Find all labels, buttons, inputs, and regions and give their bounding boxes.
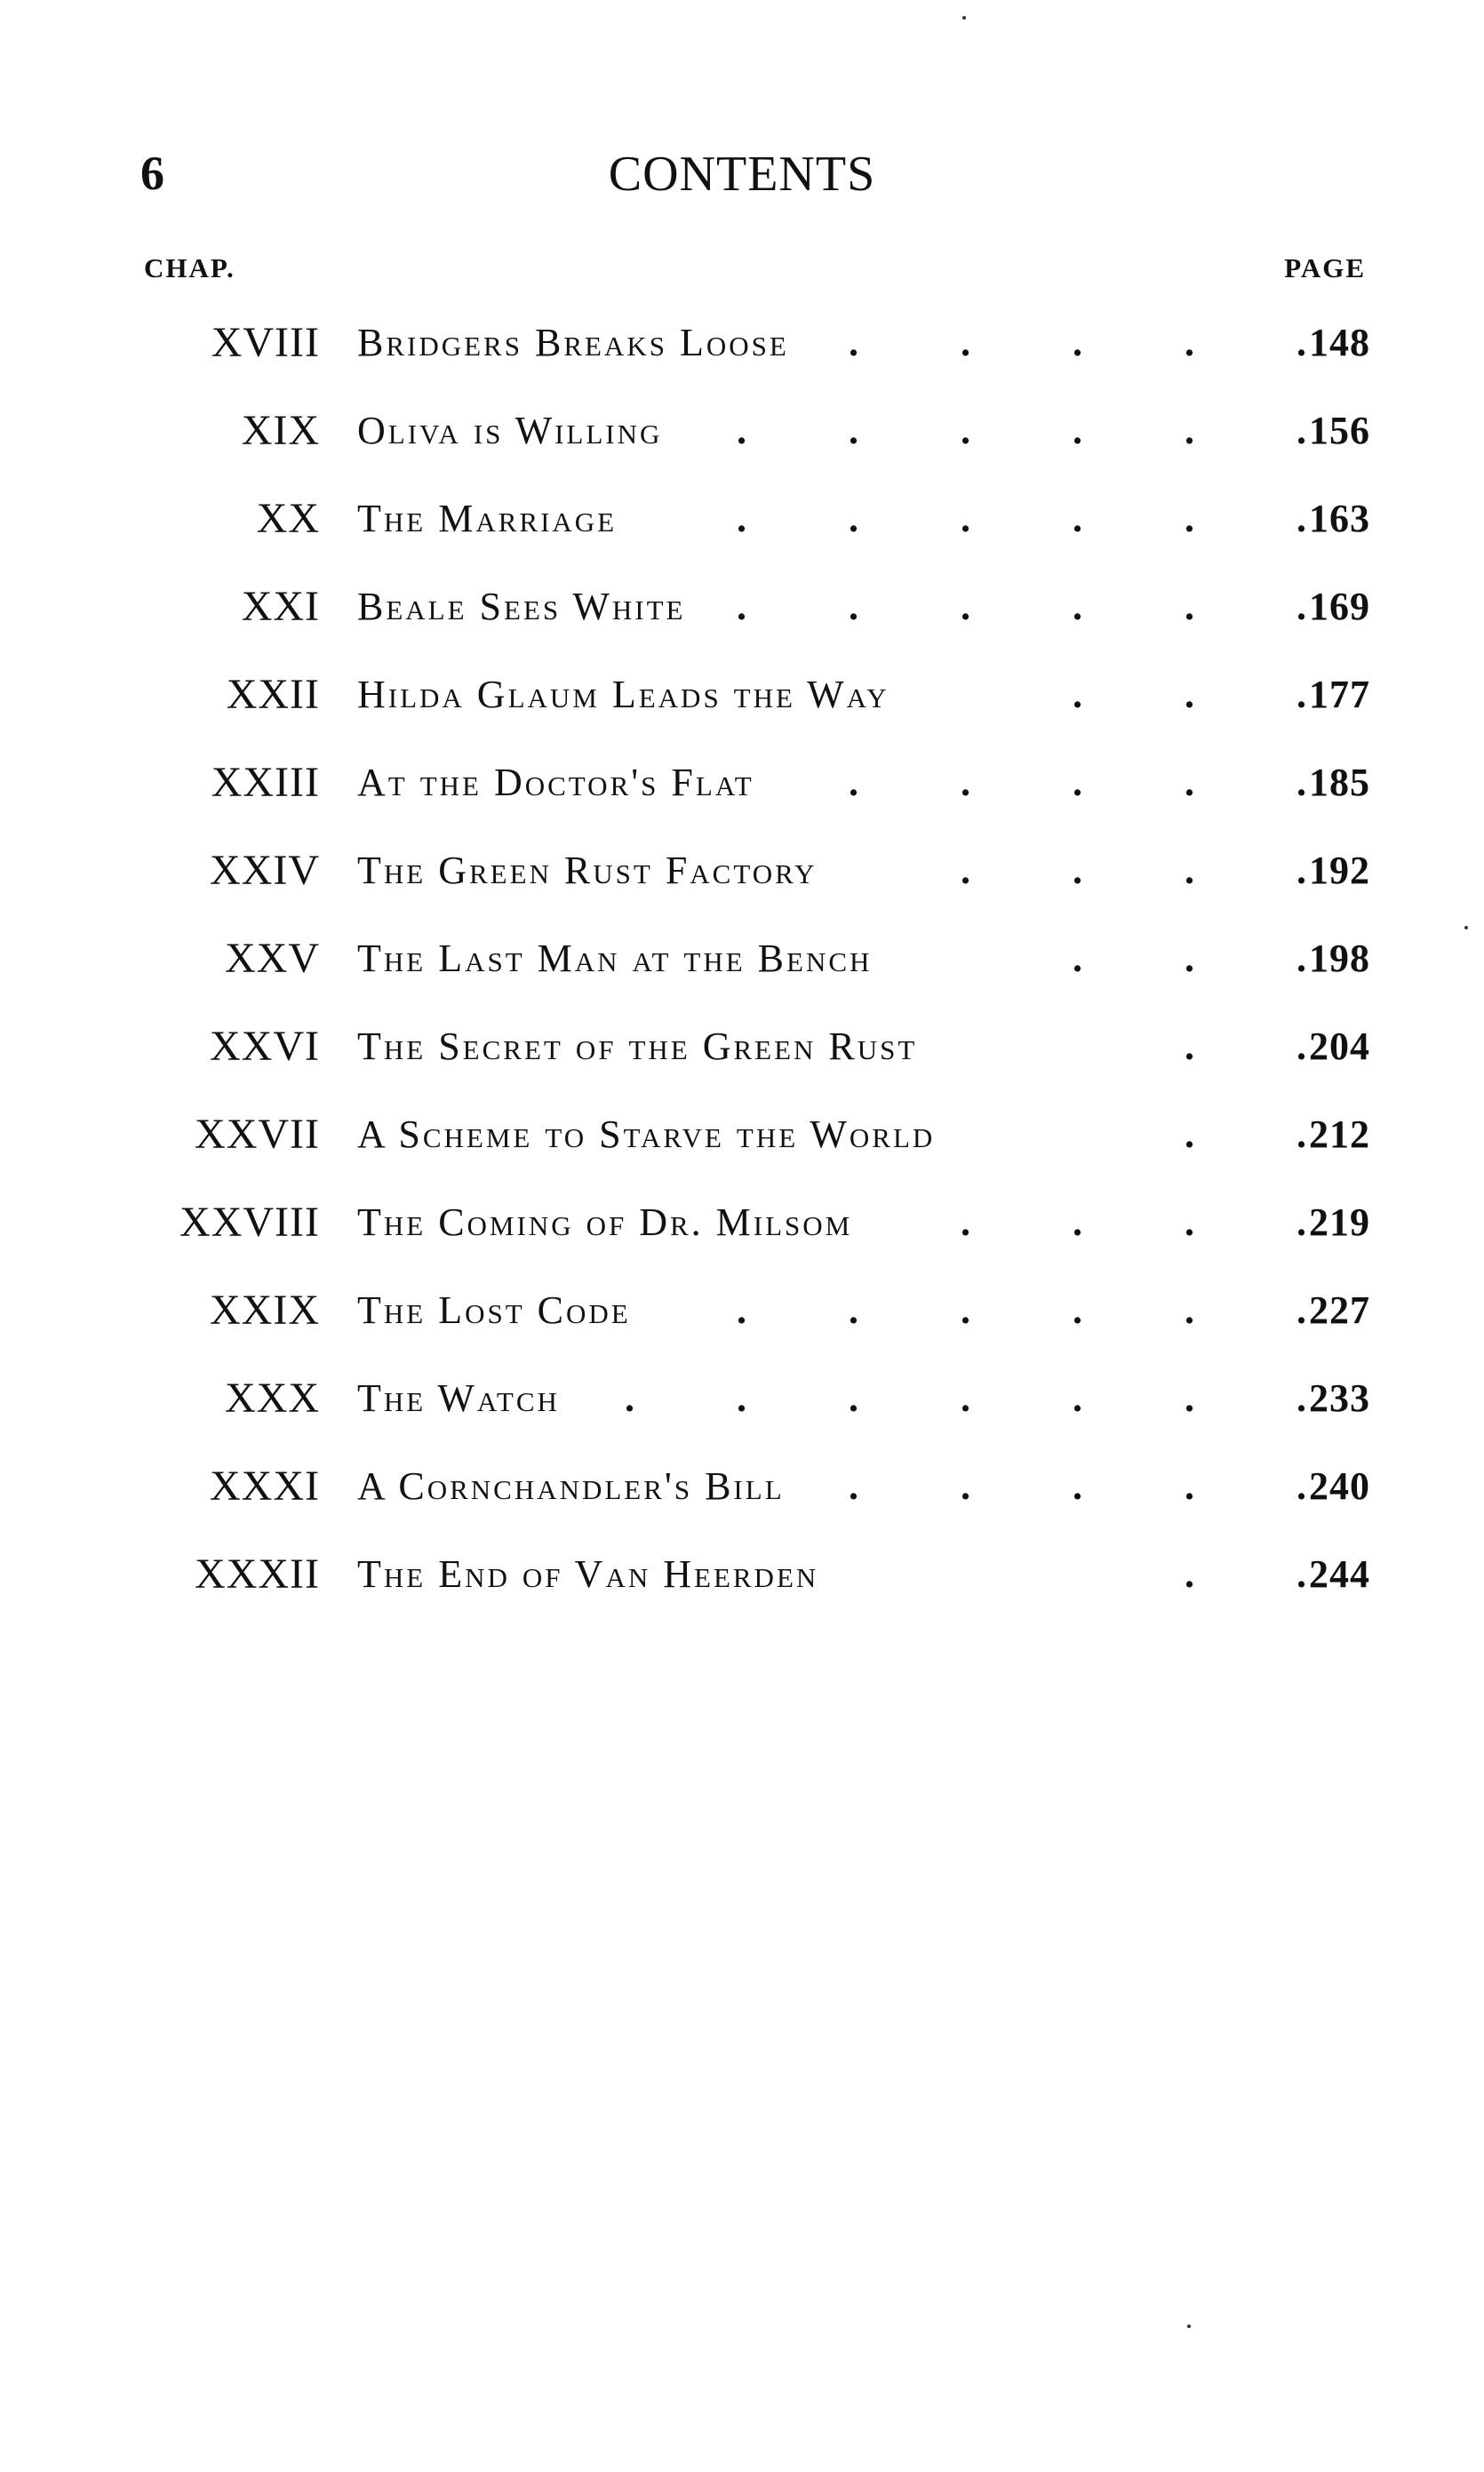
chapter-number: XXVIII [180,1199,320,1246]
page-reference: 169 [1309,585,1370,628]
toc-entry [0,474,1484,562]
chapter-number: XXVII [195,1111,320,1158]
dot-leader: . . . . . . . [625,1376,1306,1420]
chapter-number: XXV [225,935,320,982]
chapter-title: At the Doctor's Flat [357,738,767,826]
toc-entry [0,650,1484,738]
page-number: 6 [140,147,164,200]
page-reference: 148 [1309,321,1370,364]
page-reference: 163 [1309,497,1370,540]
dot-leader: . . . . [961,849,1306,892]
dot-leader: . . . . . [849,1464,1306,1508]
page-reference: 156 [1309,409,1370,452]
dot-leader: . . . . . . [737,585,1306,628]
chapter-number: XXIX [210,1287,320,1334]
toc-entry [0,299,1484,387]
print-speck [1464,926,1468,929]
chapter-number: XX [256,495,320,542]
chapter-title: Oliva is Willing [357,387,674,474]
page-reference: 177 [1309,673,1370,716]
chapter-title: The Watch [357,1354,572,1442]
page-reference: 240 [1309,1464,1370,1508]
toc-entry [0,1178,1484,1266]
page-reference: 244 [1309,1552,1370,1596]
dot-leader: . . . [1073,937,1306,980]
chapter-number: XIX [241,407,320,454]
toc-entry [0,387,1484,474]
dot-leader: . . . . . . [737,497,1306,540]
chapter-number: XXX [225,1375,320,1422]
dot-leader: . . . . . . [737,409,1306,452]
page-reference: 233 [1309,1376,1370,1420]
toc-entry [0,738,1484,826]
dot-leader: . . [1185,1112,1306,1156]
dot-leader: . . [1185,1025,1306,1068]
chapter-title: The Coming of Dr. Milsom [357,1178,865,1266]
toc-entry [0,562,1484,650]
page-reference: 227 [1309,1288,1370,1332]
chapter-number: XXIV [210,847,320,894]
toc-entry [0,1266,1484,1354]
print-speck [962,16,966,20]
dot-leader: . . . . . [849,321,1306,364]
chapter-title: Beale Sees White [357,562,698,650]
page-reference: 198 [1309,937,1370,980]
dot-leader: . . . . . . [737,1288,1306,1332]
print-speck [1187,2324,1191,2328]
page-reference: 212 [1309,1112,1370,1156]
chapter-number: XXII [226,671,320,718]
chapter-number: XXI [241,583,320,630]
chapter-number: XXXI [210,1463,320,1510]
dot-leader: . . . [1073,673,1306,716]
chapter-title: Bridgers Breaks Loose [357,299,802,387]
toc-entry [0,1442,1484,1530]
page-title: CONTENTS [608,147,876,202]
toc-entry [0,1090,1484,1178]
column-heading-chapter: CHAP. [144,252,235,283]
chapter-title: A Scheme to Starve the World [357,1090,947,1178]
chapter-number: XVIII [211,319,320,366]
toc-entry [0,826,1484,914]
toc-entry [0,1002,1484,1090]
chapter-title: The End of Van Heerden [357,1530,831,1618]
chapter-title: The Lost Code [357,1266,643,1354]
chapter-number: XXIII [211,759,320,806]
table-of-contents [0,299,1484,1618]
chapter-number: XXXII [195,1551,320,1598]
chapter-title: The Marriage [357,474,629,562]
page-reference: 219 [1309,1200,1370,1244]
chapter-title: The Secret of the Green Rust [357,1002,929,1090]
chapter-number: XXVI [210,1023,320,1070]
toc-entry [0,1354,1484,1442]
page-reference: 192 [1309,849,1370,892]
column-heading-page: PAGE [1284,252,1366,283]
dot-leader: . . [1185,1552,1306,1596]
dot-leader: . . . . [961,1200,1306,1244]
page-reference: 204 [1309,1025,1370,1068]
chapter-title: The Last Man at the Bench [357,914,884,1002]
chapter-title: Hilda Glaum Leads the Way [357,650,902,738]
toc-entry [0,1530,1484,1618]
page-reference: 185 [1309,761,1370,804]
toc-entry [0,914,1484,1002]
chapter-title: The Green Rust Factory [357,826,829,914]
dot-leader: . . . . . [849,761,1306,804]
chapter-title: A Cornchandler's Bill [357,1442,797,1530]
